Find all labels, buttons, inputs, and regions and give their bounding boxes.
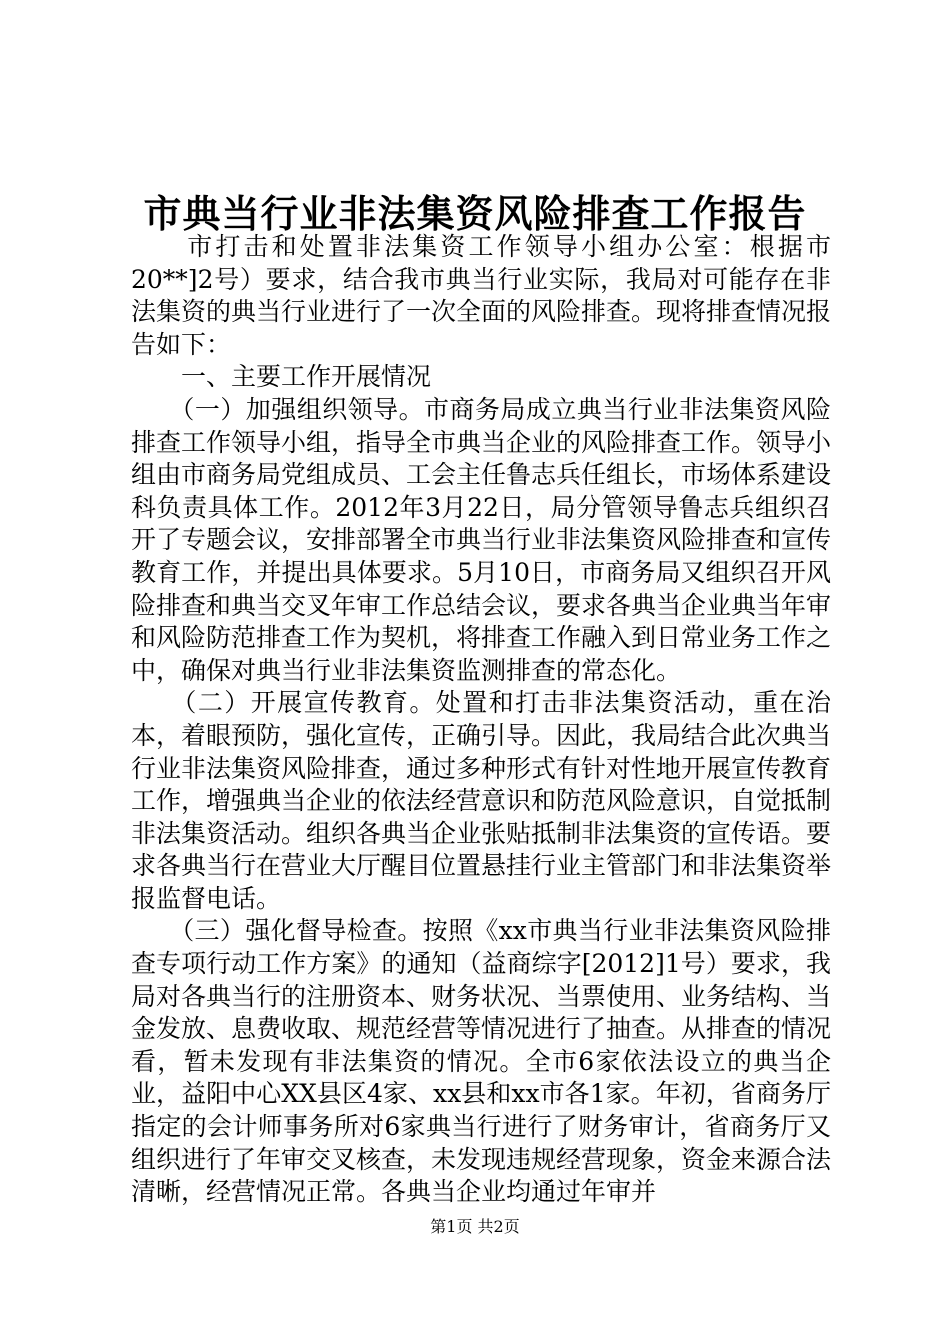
section-heading: 一、主要工作开展情况 bbox=[131, 362, 432, 392]
paragraph-intro: 市打击和处置非法集资工作领导小组办公室：根据市20**]2号）要求，结合我市典当行业实际，我局对可能存在非法集资的典当行业进行了一次全面的风险排查。现将排查情况报告如下： bbox=[131, 232, 832, 359]
document-body bbox=[131, 231, 831, 1209]
page-number-footer: 第1页 共2页 bbox=[430, 1217, 520, 1236]
paragraph-organization: （一）加强组织领导。市商务局成立典当行业非法集资风险排查工作领导小组，指导全市典当企业的风险排查工作。领导小组由市商务局党组成员、工会主任鲁志兵任组长，市场体系建设科负责具体工作。2012年3月22日，局分管领导鲁志兵组织召开了专题会议，安排部署全市典当行业非法集资风险排查和宣传教育工作，并提出具体要求。5月10日，市商务局又组织召开风险排查和典当交叉年审工作总结会议，要求各典当企业典当年审和风险防范排查工作为契机，将排查工作融入到日常业务工作之中，确保对典当行业非法集资监测排查的常态化。 bbox=[131, 394, 832, 685]
paragraph-inspection: （三）强化督导检查。按照《xx市典当行业非法集资风险排查专项行动工作方案》的通知（益商综字[2012]1号）要求，我局对各典当行的注册资本、财务状况、当票使用、业务结构、当金发放、息费收取、规范经营等情况进行了抽查。从排查的情况看，暂未发现有非法集资的情况。全市6家依法设立的典当企业，益阳中心XX县区4家、xx县和xx市各1家。年初，省商务厅指定的会计师事务所对6家典当行进行了财务审计，省商务厅又组织进行了年审交叉核查，未发现违规经营现象，资金来源合法清晰，经营情况正常。各典当企业均通过年审并 bbox=[131, 916, 832, 1207]
paragraph-publicity: （二）开展宣传教育。处置和打击非法集资活动，重在治本，着眼预防，强化宣传，正确引导。因此，我局结合此次典当行业非法集资风险排查，通过多种形式有针对性地开展宣传教育工作，增强典当企业的依法经营意识和防范风险意识，自觉抵制非法集资活动。组织各典当企业张贴抵制非法集资的宣传语。要求各典当行在营业大厅醒目位置悬挂行业主管部门和非法集资举报监督电话。 bbox=[131, 688, 832, 913]
document-title: 市典当行业非法集资风险排查工作报告 bbox=[143, 191, 807, 236]
